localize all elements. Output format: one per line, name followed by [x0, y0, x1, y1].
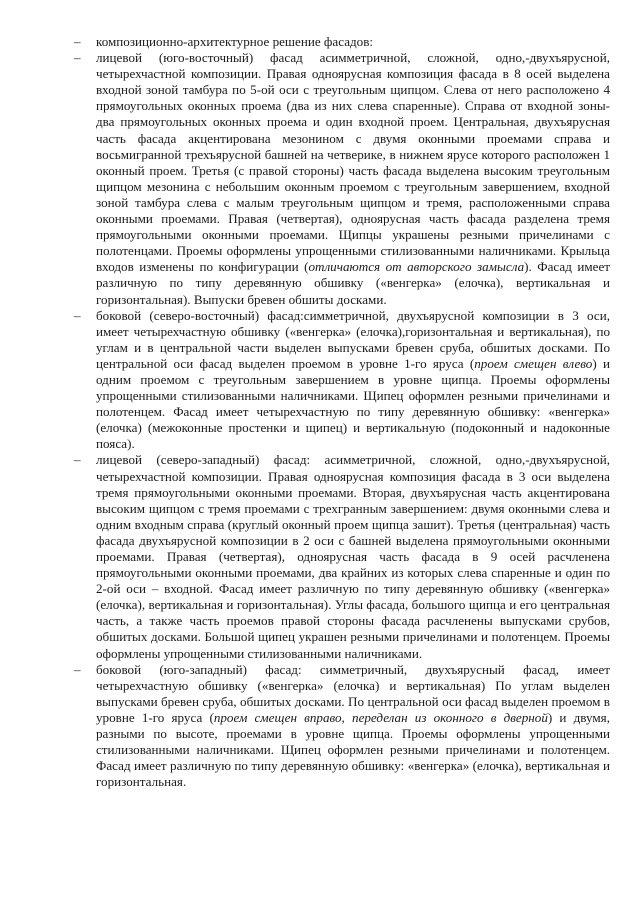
facade-list — [74, 34, 610, 790]
list-item-northeast-facade — [74, 307, 610, 453]
item-text: боковой (северо-восточный) фасад:симметричной, двухъярусной композиции в 3 оси, имеет четырехчастную обшивку («венгерка» (елочка),горизонтальная и вертикальная), по углам и в центральной части выделен выпусками бревен сруба, обшитых досками. По центральной оси фасад выделен проемом в уровне 1-го яруса ( — [96, 307, 610, 371]
list-item-southwest-facade — [74, 661, 610, 791]
item-text: ) и одним проемом с треугольным завершением в уровне щипца. Проемы оформлены упрощенными стилизованными наличниками. Щипец оформлен резными причелинами и полотенцем. Фасад имеет четырехчастную по типу деревянную обшивку: «венгерка» (елочка) (межоконные простенки и щипец) и вертикальную (подоконный и надоконные пояса). — [96, 355, 610, 452]
item-text: композиционно-архитектурное решение фасадов: — [96, 34, 374, 49]
bullet-dash: – — [74, 50, 81, 66]
list-item-southeast-facade — [74, 50, 610, 308]
bullet-dash: – — [74, 452, 81, 468]
bullet-dash: – — [74, 307, 81, 323]
item-text: ). Фасад имеет различную по типу деревянную обшивку («венгерка» (елочка), вертикальная и горизонтальная). Выпуски бревен обшиты досками. — [96, 259, 610, 307]
bullet-dash: – — [74, 34, 81, 49]
item-italic-note: проем смещен вправо, переделан из оконного в дверной — [213, 709, 548, 725]
item-italic-note: отличаются от авторского замысла — [308, 259, 525, 275]
item-text: ) и двумя, разными по высоте, проемами в уровне щипца. Проемы оформлены упрощенными стилизованными наличниками. Щипец оформлен резными причелинами и полотенцем. Фасад имеет различную по типу деревянную обшивку: «венгерка» (елочка), вертикальная и горизонтальная. — [96, 709, 610, 790]
item-text: лицевой (юго-восточный) фасад асимметричной, сложной, одно,-двухъярусной, четырехчастной композиции. Правая одноярусная композиция фасада в 8 осей выделена входной зоной тамбура по 5-ой оси с треугольным щипцом. Слева от него расположено 4 прямоугольных оконных проема (два из них слева спаренные). Справа от входной зоны- два прямоугольных оконных проема и один входной проем. Центральная, двухъярусная часть фасада акцентирована мезонином с двумя оконными проемами справа и восьмигранной трехъярусной башней на четверике, в нижнем ярусе которого расположен 1 оконный проем. Третья (с правой стороны) часть фасада выделена высоким треугольным щипцом мезонина с небольшим оконным проемом с треугольным завершением, входной зоной тамбура слева с малым треугольным щипцом и тремя, расположенными справа оконными проемами. Правая (четвертая), одноярусная часть фасада разделена тремя прямоугольными оконными проемами. Щипцы украшены резными причелинами с полотенцами. Проемы оформлены упрощенными стилизованными наличниками. Крыльца входов изменены по конфигурации ( — [96, 50, 610, 275]
bullet-dash: – — [74, 661, 81, 677]
item-text: боковой (юго-западный) фасад: симметричный, двухъярусный фасад, имеет четырехчастную обшивку («венгерка» (елочка) и вертикальная) По углам выделен выпусками бревен сруба, обшитых досками. По центральной оси фасад выделен проемом в уровне 1-го яруса ( — [96, 661, 610, 725]
list-item-northwest-facade — [74, 452, 610, 661]
item-italic-note: проем смещен влево — [474, 355, 593, 371]
item-text: лицевой (северо-западный) фасад: асимметричной, сложной, одно,-двухъярусной, четырехчастной композиции. Правая одноярусная композиция фасада в 3 оси выделена тремя прямоугольными оконными проемами. Вторая, двухъярусная часть акцентирована высоким щипцом с тремя проемами с трехгранным завершением: двумя оконными слева и одним входным справа (круглый оконный проем щипца зашит). Третья (центральная) часть фасада двухъярусной композиции в 2 оси с башней выделена прямоугольными оконными проемами. Правая (четвертая), одноярусная часть фасада в 9 осей расчленена прямоугольными оконными проемами, два крайних из которых слева спаренные и один по 2-ой оси – входной. Фасад имеет различную по типу деревянную обшивку («венгерка» (елочка), вертикальная и горизонтальная). Углы фасада, большого щипца и его центральная часть, а также часть проемов правой стороны фасада расчленены выпусками срубов, обшитых досками. Большой щипец украшен резными причелинами и полотенцем. Проемы оформлены упрощенными стилизованными наличниками. — [96, 452, 610, 661]
list-item-intro — [74, 34, 610, 50]
